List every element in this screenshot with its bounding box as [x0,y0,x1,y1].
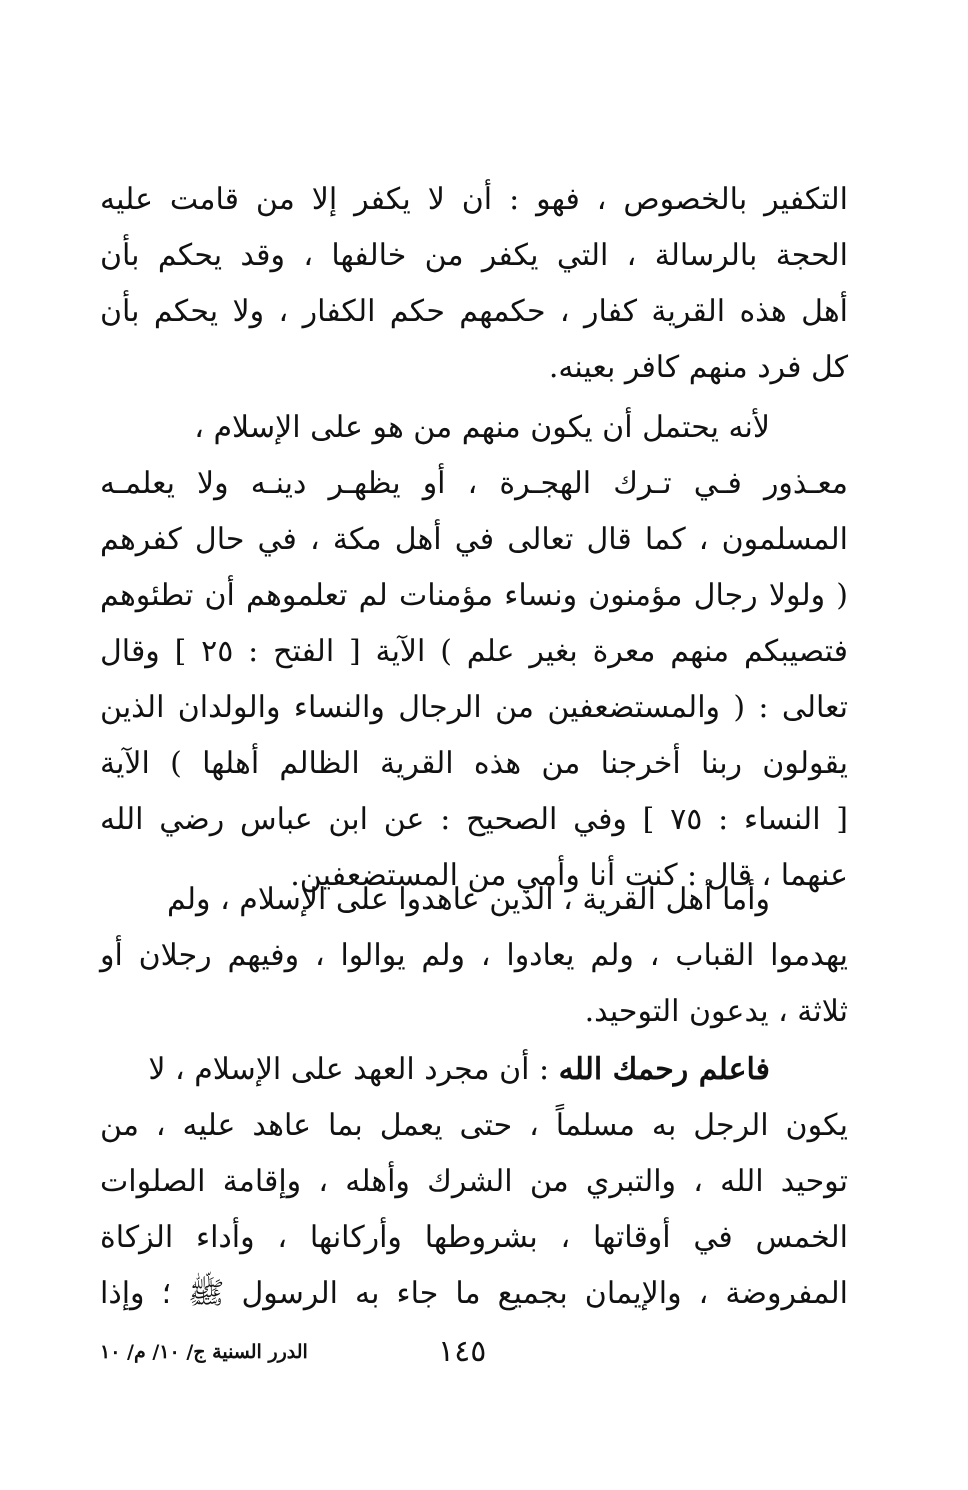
paragraph-3 [100,872,848,1040]
source-reference: الدرر السنية ج/ ١٠/ م/ ١٠ [100,1341,308,1363]
text-line: أهل هذه القرية كفار ، حكمهم حكم الكفار ، ولا يحكم بأن [100,294,848,329]
text-line: فتصيبكم منهم معرة بغير علم ) الآية [ الفتح : ٢٥ ] وقال [100,634,848,669]
bold-lead-phrase: فاعلم رحمك الله [558,1052,770,1087]
text-line: يقولون ربنا أخرجنا من هذه القرية الظالم أهلها ) الآية [100,746,848,781]
paragraph-4 [100,1042,848,1322]
text-line: لأنه يحتمل أن يكون منهم من هو على الإسلام ، [194,410,770,445]
text-line: ( ولولا رجال مؤمنون ونساء مؤمنات لم تعلموهم أن تطئوهم [100,578,848,613]
text-line: الخمس في أوقاتها ، بشروطها وأركانها ، وأداء الزكاة [100,1220,848,1255]
text-line: ثلاثة ، يدعون التوحيد. [584,994,848,1029]
text-line: التكفير بالخصوص ، فهو : أن لا يكفر إلا من قامت عليه [100,182,848,217]
text-line [100,1042,848,1098]
page-number: ١٤٥ [438,1334,487,1369]
text-line: [ النساء : ٧٥ ] وفي الصحيح : عن ابن عباس رضي الله [100,802,848,837]
text-line: يكون الرجل به مسلماً ، حتى يعمل بما عاهد عليه ، من [100,1108,848,1143]
paragraph-1 [100,172,848,396]
paragraph-2 [100,400,848,904]
text-line: عنهما ، قال : كنت أنا وأمي من المستضعفين. [290,858,848,893]
text-line: توحيد الله ، والتبري من الشرك وأهله ، وإقامة الصلوات [100,1164,848,1199]
text-line: وأما أهل القرية ، الذين عاهدوا على الإسلام ، ولم [166,882,770,917]
text-line: تعالى : ( والمستضعفين من الرجال والنساء والولدان الذين [100,690,848,725]
text-line: يهدموا القباب ، ولم يعادوا ، ولم يوالوا ، وفيهم رجلان أو [100,938,848,973]
text-line: الحجة بالرسالة ، التي يكفر من خالفها ، وقد يحكم بأن [100,238,848,273]
text-line: كل فرد منهم كافر بعينه. [548,350,848,385]
page-footer [0,1332,968,1372]
text-line: المفروضة ، والإيمان بجميع ما جاء به الرسول ﷺ ؛ وإذا [100,1276,848,1311]
text-line: المسلمون ، كما قال تعالى في أهل مكة ، في حال كفرهم [100,522,848,557]
line-rest: : أن مجرد العهد على الإسلام ، لا [148,1052,559,1087]
text-line: معـذور فـي تـرك الهجـرة ، أو يظهـر دينـه ولا يعلمـه [100,466,848,501]
